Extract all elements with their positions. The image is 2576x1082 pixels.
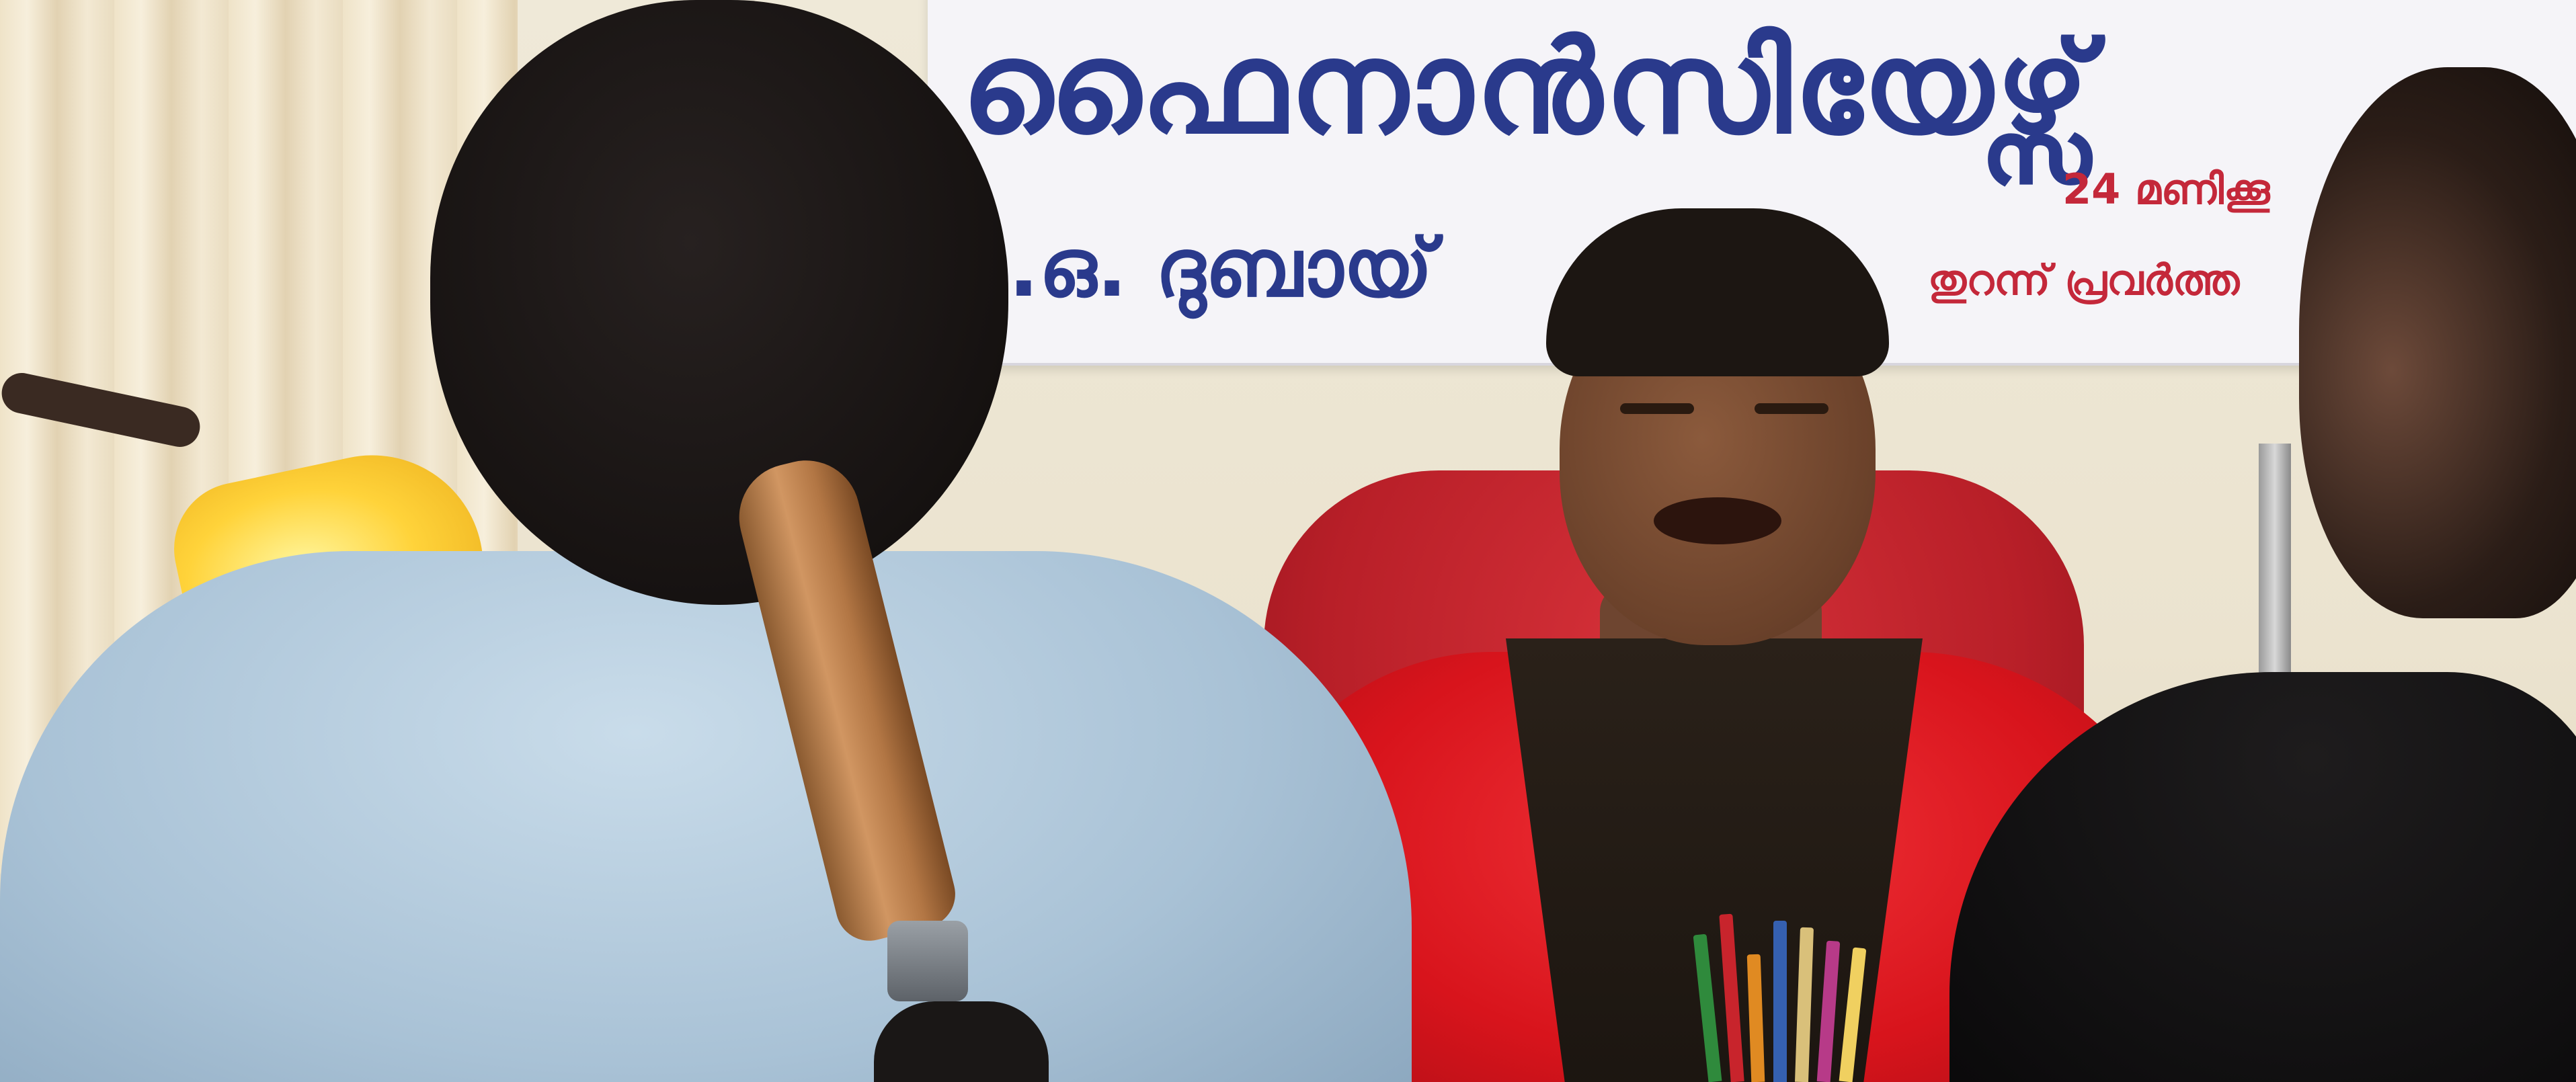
man-in-black-right bbox=[1949, 67, 2576, 1082]
banner-title: ഫൈനാൻസിയേഴ്സ് bbox=[961, 13, 2092, 162]
banner-address: .ഒ. ദുബായ് bbox=[1008, 222, 1433, 315]
open-mouth bbox=[1654, 497, 1781, 544]
head-profile bbox=[2299, 67, 2576, 618]
banner-hours: 24 മണിക്കൂ bbox=[2062, 165, 2270, 214]
pencil-holder bbox=[1681, 911, 1882, 1082]
black-jacket bbox=[1949, 672, 2576, 1082]
colored-pencil bbox=[1719, 914, 1744, 1082]
colored-pencil bbox=[1817, 941, 1841, 1082]
colored-pencil bbox=[1795, 927, 1814, 1082]
umbrella-metal-cap bbox=[887, 921, 968, 1001]
closed-eye-left bbox=[1620, 403, 1694, 414]
hair bbox=[1546, 208, 1889, 376]
banner-open-text: തുറന്ന് പ്രവർത്ത bbox=[1928, 255, 2240, 304]
colored-pencil bbox=[1773, 921, 1787, 1082]
back-of-head bbox=[430, 0, 1008, 605]
colored-pencil bbox=[1747, 954, 1765, 1082]
colored-pencil bbox=[1839, 948, 1867, 1082]
closed-eye-right bbox=[1755, 403, 1828, 414]
light-blue-shirt bbox=[0, 551, 1412, 1082]
colored-pencil bbox=[1693, 934, 1722, 1082]
umbrella-cloth bbox=[874, 1001, 1049, 1082]
